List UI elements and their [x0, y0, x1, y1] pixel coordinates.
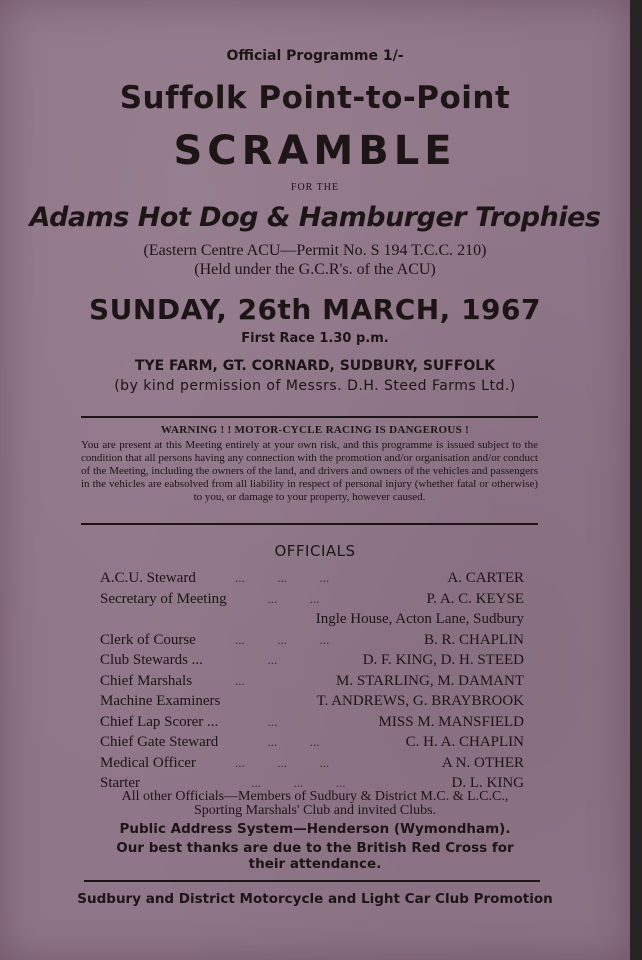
official-name: T. ANDREWS, G. BRAYBROOK	[316, 693, 524, 709]
leader-dots: ...	[235, 652, 278, 667]
thanks-line2: their attendance.	[248, 856, 382, 872]
officials-list	[100, 568, 524, 794]
first-race-time: First Race 1.30 p.m.	[241, 331, 389, 346]
official-row	[100, 671, 524, 692]
permit-line: (Eastern Centre ACU—Permit No. S 194 T.C.C. 210)	[143, 242, 487, 259]
thanks-line1: Our best thanks are due to the British Red Cross for	[116, 840, 514, 856]
official-row	[100, 691, 524, 712]
leader-dots: ...	[235, 672, 245, 688]
leader-dots: ...	[235, 713, 278, 729]
official-name: A N. OTHER	[441, 754, 524, 771]
official-role: Secretary of Meeting	[100, 590, 227, 607]
leader-dots: ... ... ...	[235, 570, 330, 585]
official-row	[100, 753, 524, 774]
official-name: MISS M. MANSFIELD	[378, 713, 524, 730]
officials-heading: OFFICIALS	[274, 542, 356, 560]
leader-dots: ... ...	[235, 590, 320, 606]
official-name: D. L. KING	[451, 775, 524, 791]
official-name: C. H. A. CHAPLIN	[405, 734, 524, 750]
held-under-line: (Held under the G.C.R's. of the ACU)	[194, 261, 436, 278]
official-row	[100, 568, 524, 589]
official-name: B. R. CHAPLIN	[423, 631, 524, 648]
official-row	[100, 630, 524, 651]
official-row	[100, 589, 524, 610]
event-subtitle: SCRAMBLE	[173, 128, 457, 174]
leader-dots: ... ... ...	[235, 775, 346, 790]
club-promotion: Sudbury and District Motorcycle and Light Car Club Promotion	[77, 891, 553, 907]
warning-body: You are present at this Meeting entirely at your own risk, and this programme is issued subject to the condition that all persons having any connection with the promotion and/or organisation and/or conduct of the Meeting, including the owners of the land, and drivers and owners of the vehicles and passengers in the vehicles are eabsolved from all liability in respect of personal injury (whether fatal or otherwise) to you, or damage to your property, however caused.	[81, 439, 538, 503]
official-role: A.C.U. Steward	[100, 570, 196, 586]
leader-dots: ... ... ...	[235, 631, 330, 647]
official-role: Starter	[100, 775, 140, 791]
official-name: A. CARTER	[447, 570, 524, 586]
warning-title: WARNING ! ! MOTOR-CYCLE RACING IS DANGEROUS !	[160, 424, 470, 436]
official-address: Ingle House, Acton Lane, Sudbury	[315, 611, 524, 627]
official-role: Club Stewards ...	[100, 652, 203, 668]
leader-dots: ... ...	[235, 734, 320, 749]
official-role: Chief Gate Steward	[100, 734, 219, 750]
official-role: Chief Marshals	[100, 672, 193, 689]
divider-top	[81, 416, 538, 418]
event-venue: TYE FARM, GT. CORNARD, SUDBURY, SUFFOLK	[134, 358, 496, 374]
permission-line: (by kind permission of Messrs. D.H. Steed Farms Ltd.)	[114, 378, 516, 394]
event-title: Suffolk Point-to-Point	[119, 80, 511, 116]
official-row	[100, 650, 524, 671]
other-officials-line1: All other Officials—Members of Sudbury & District M.C. & L.C.C.,	[121, 789, 509, 804]
leader-dots: ... ... ...	[235, 754, 330, 770]
public-address-credit: Public Address System—Henderson (Wymondham).	[119, 821, 511, 837]
official-role: Clerk of Course	[100, 631, 196, 648]
programme-price: Official Programme 1/-	[226, 48, 404, 64]
page-edge-shadow	[630, 0, 642, 960]
official-name: M. STARLING, M. DAMANT	[336, 672, 524, 689]
for-the-label: FOR THE	[290, 182, 340, 193]
official-row	[100, 712, 524, 733]
divider-bottom	[81, 523, 538, 525]
official-name: D. F. KING, D. H. STEED	[362, 652, 524, 668]
official-row	[100, 609, 524, 630]
official-role: Medical Officer	[100, 754, 196, 771]
official-role: Machine Examiners	[100, 693, 221, 709]
official-name: P. A. C. KEYSE	[426, 590, 524, 607]
official-row	[100, 732, 524, 753]
trophies-title: Adams Hot Dog & Hamburger Trophies	[29, 202, 601, 233]
footer-divider	[84, 880, 540, 882]
official-role: Chief Lap Scorer ...	[100, 713, 219, 730]
other-officials-line2: Sporting Marshals' Club and invited Clubs.	[193, 803, 437, 818]
event-date: SUNDAY, 26th MARCH, 1967	[88, 293, 541, 326]
